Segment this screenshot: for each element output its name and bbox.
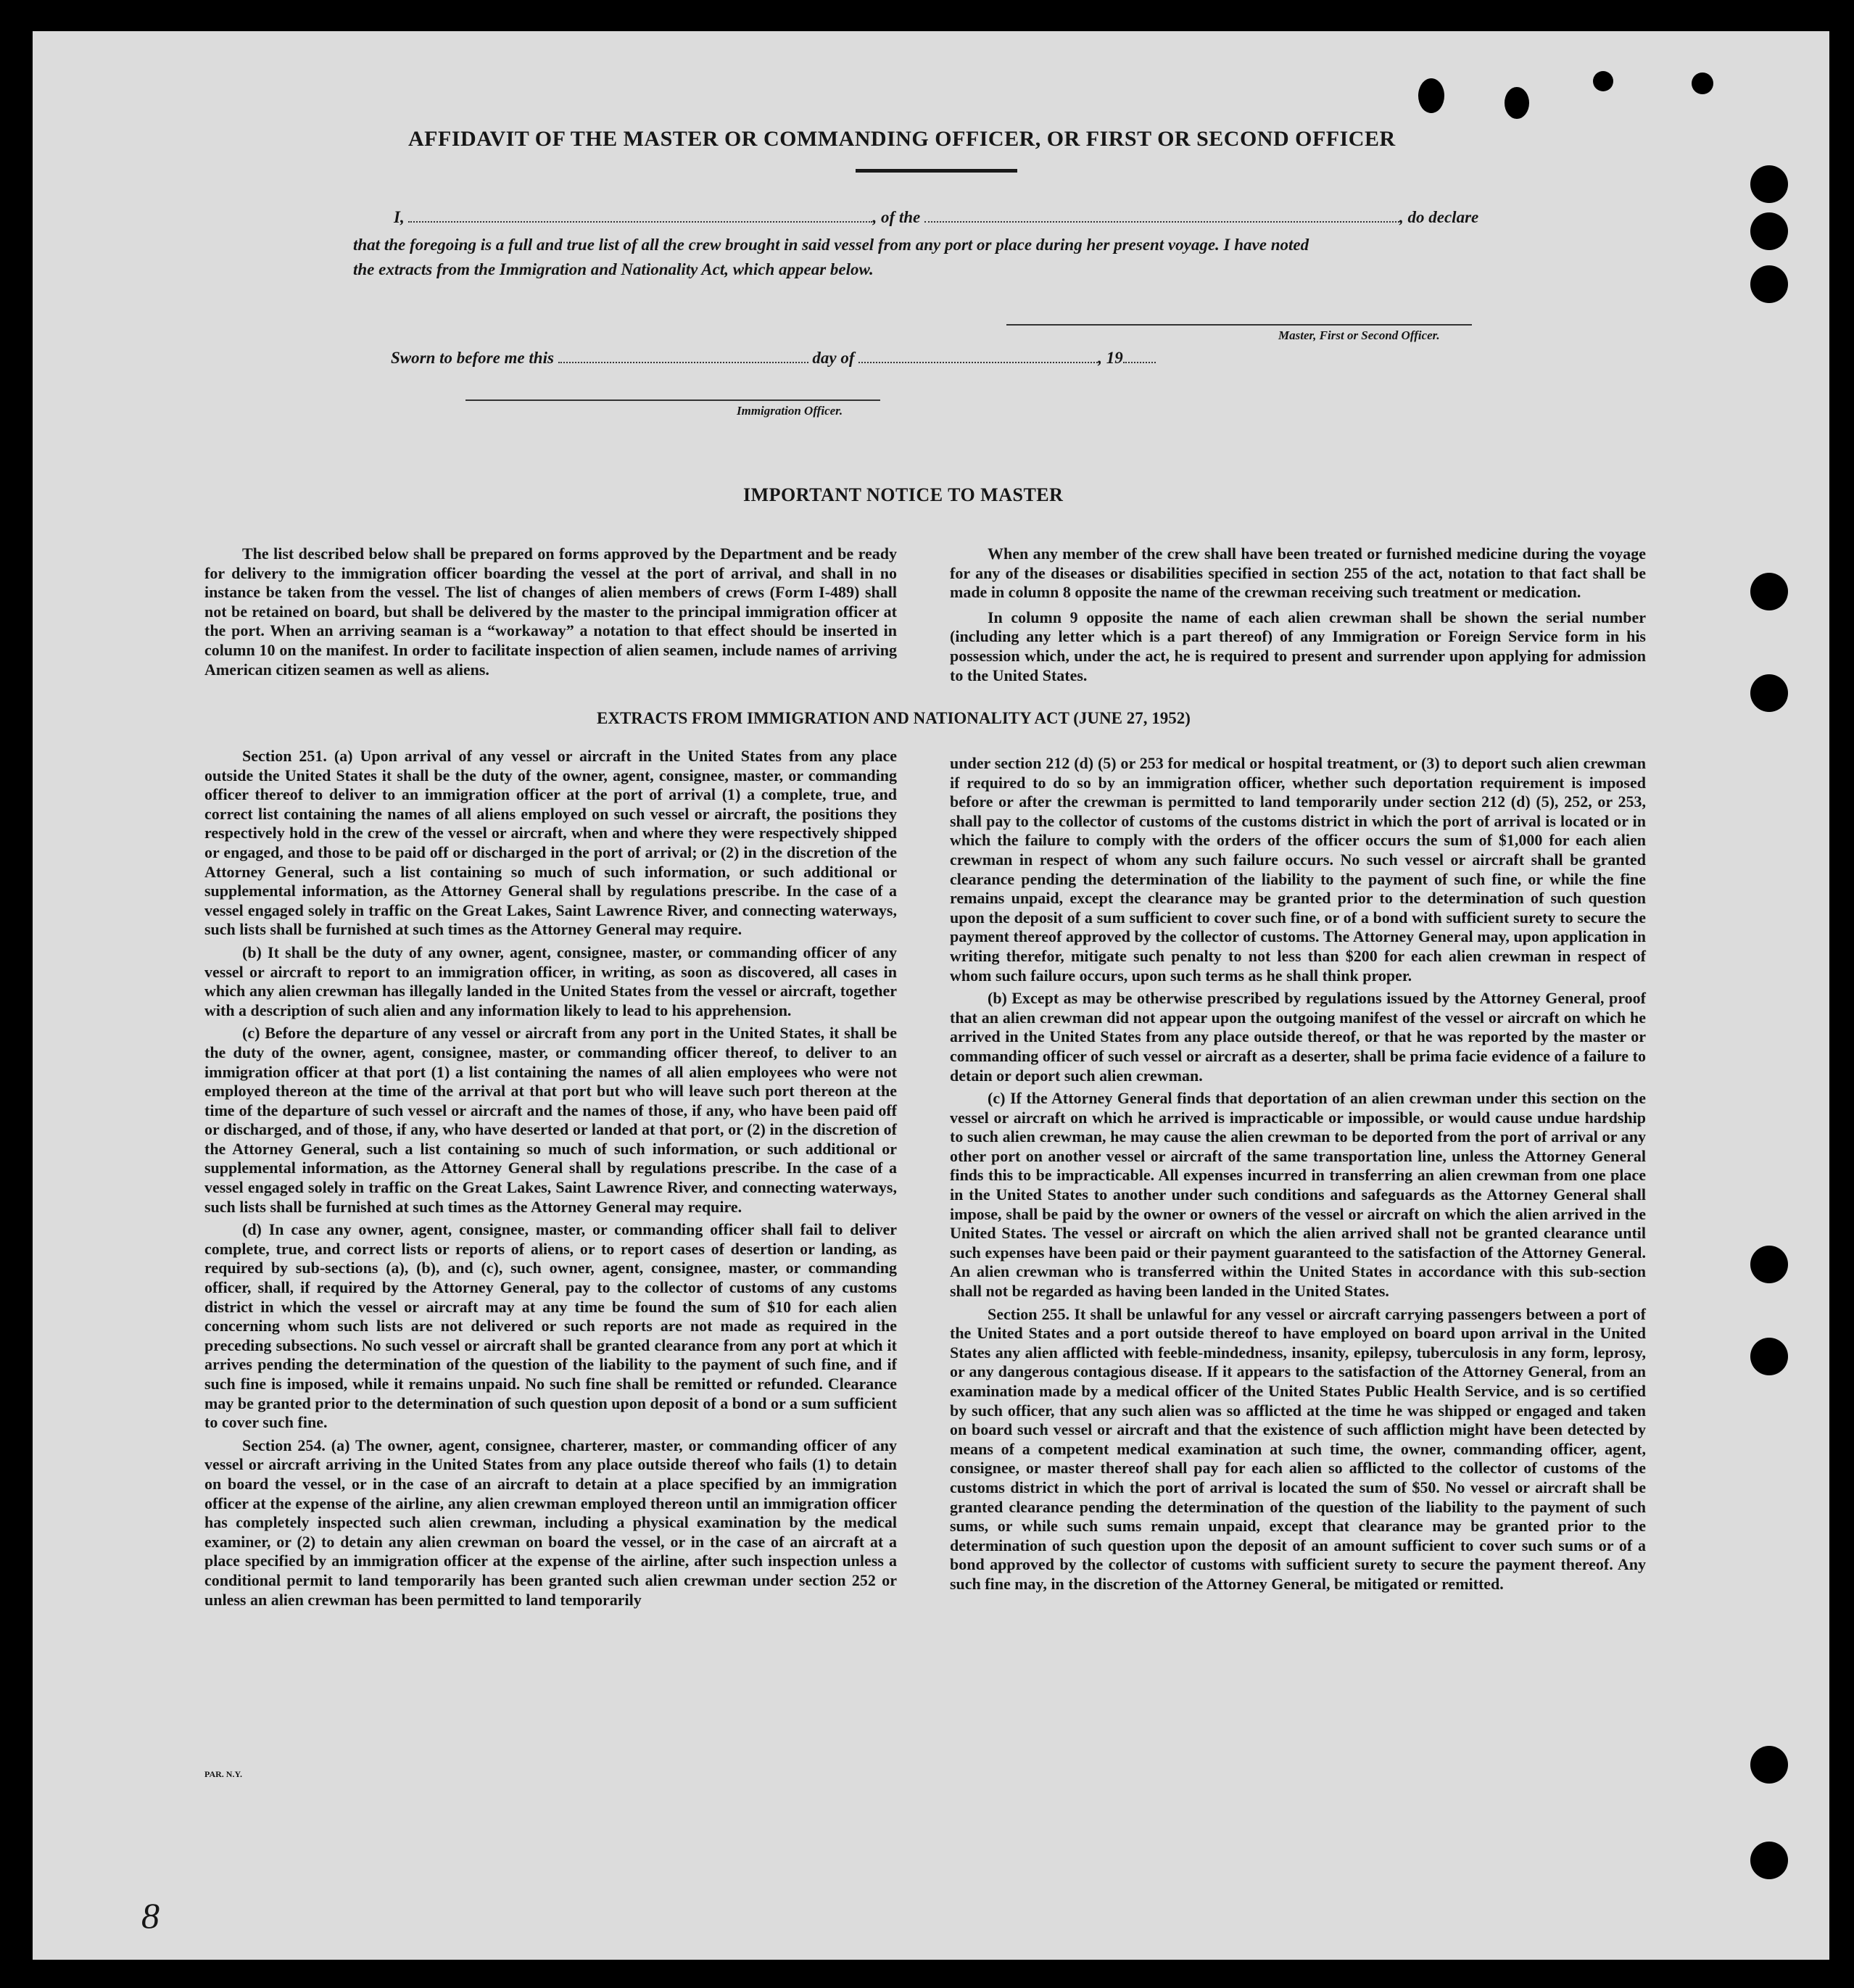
notice-paragraph: When any member of the crew shall have been treated or furnished medicine during the voyage for any of the diseases or disabilities specified in section 255 of the act, notation to that fact shall be made in column 8 opposite the name of the crewman receiving such treatment or medication.	[950, 544, 1646, 602]
sworn-month-field	[858, 349, 1098, 363]
vessel-name-field	[924, 208, 1399, 223]
notice-paragraph: The list described below shall be prepared on forms approved by the Department and be ready for delivery to the immigration officer boarding the vessel at the port of arrival, and shall in no instance be taken from the vessel. The list of changes of alien members of crews (Form I-489) shall not be retained on board, but shall be delivered by the master to the principal immigration officer at the port. When an arriving seaman is a “workaway” a notation to that effect should be inserted in column 10 on the manifest. In order to facilitate inspection of alien seamen, include names of arriving American citizen seamen as well as aliens.	[204, 544, 897, 679]
section-251-c: (c) Before the departure of any vessel or aircraft from any port in the United States, it shall be the duty of the owner, agent, consignee, master, or commanding officer thereof, to deliver to an immigration officer at that port (1) a list containing the names of all alien employees who were not employed thereon at the time of the arrival at that port but who will leave such port thereon at the time of the departure of such vessel or aircraft and the names of those, if any, who have been paid off or discharged, and of those, if any, who have deserted or landed at that port, or (2) in the discretion of the Attorney General, such a list containing so much of such information, or such additional or supplemental information, as the Attorney General shall by regulations prescribe. In the case of a vessel engaged solely in traffic on the Great Lakes, Saint Lawrence River, and connecting waterways, such lists shall be furnished at such times as the Attorney General may require.	[204, 1024, 897, 1216]
section-255: Section 255. It shall be unlawful for any vessel or aircraft carrying passengers between a port of the United States and a port outside thereof to have employed on board upon arrival in the United States any alien afflicted with feeble-mindedness, insanity, epilepsy, tuberculosis in any form, leprosy, or any dangerous contagious disease. If it appears to the satisfaction of the Attorney General, from an examination made by a medical officer of the United States Public Health Service, and is so certified by such officer, that any such alien was so afflicted at the time he was shipped or engaged and taken on board such vessel or aircraft and that the existence of such affliction might have been detected by means of a competent medical examination at such time, the owner, commanding officer, agent, consignee, or master thereof shall pay for each alien so afflicted to the collector of customs of the customs district in which the port of arrival is located the sum of $50. No vessel or aircraft shall be granted clearance pending the determination of the question of the liability to the payment of such sums, or while such sums remain unpaid, except that clearance may be granted prior to the determination of such question upon the deposit of an amount sufficient to cover such sums or of a bond approved by the collector of customs with sufficient surety to secure the payment thereof. Any such fine may, in the discretion of the Attorney General, be mitigated or remitted.	[950, 1304, 1646, 1593]
year-label: , 19	[1098, 349, 1123, 367]
statement-line-1: that the foregoing is a full and true list of all the crew brought in said vessel from any port or place during her present voyage. I have noted	[353, 236, 1309, 254]
notice-paragraph: In column 9 opposite the name of each alien crewman shall be shown the serial number (including any letter which is a part thereof) of any Immigration or Foreign Service form in his possession which, under the act, he is required to present and surrender upon applying for admission to the United States.	[950, 608, 1646, 684]
section-251-a: Section 251. (a) Upon arrival of any vessel or aircraft in the United States from any place outside the United States it shall be the duty of the owner, agent, consignee, master, or commanding officer thereof to deliver to an immigration officer at the port of arrival (1) a complete, true, and correct list containing the names of all aliens employed on such vessel or aircraft, the positions they respectively hold in the crew of the vessel or aircraft, when and where they were respectively shipped or engaged, and those to be paid off or discharged in the port of arrival; or (2) in the discretion of the Attorney General, such a list containing so much of such information, or such additional or supplemental information, as the Attorney General shall by regulations prescribe. In the case of a vessel engaged solely in traffic on the Great Lakes, Saint Lawrence River, and connecting waterways, such lists shall be furnished at such times as the Attorney General may require.	[204, 747, 897, 939]
declarant-name-field	[408, 208, 872, 223]
officer-caption: Immigration Officer.	[737, 404, 843, 418]
of-the-label: , of the	[872, 208, 921, 226]
sworn-year-field	[1123, 349, 1156, 363]
binder-hole	[1750, 1842, 1788, 1879]
extracts-left-column	[204, 747, 897, 1610]
section-254-c: (c) If the Attorney General finds that deportation of an alien crewman under this section on the vessel or aircraft on which he arrived is impracticable or impossible, or would cause undue hardship to such alien crewman, he may cause the alien crewman to be deported from the port of arrival or any other port on another vessel or aircraft of the same transportation line, unless the Attorney General finds this to be impracticable. All expenses incurred in transferring an alien crewman from one place in the United States to another under such conditions and safeguards as the Attorney General shall impose, shall be paid by the owner or owners of the vessel or aircraft on which the alien arrived in the United States. The vessel or aircraft on which the alien arrived shall not be granted clearance until such expenses have been paid or their payment guaranteed to the satisfaction of the Attorney General. An alien crewman who is transferred within the United States in accordance with this sub-section shall not be regarded as having been landed in the United States.	[950, 1089, 1646, 1301]
extracts-title: EXTRACTS FROM IMMIGRATION AND NATIONALITY ACT (JUNE 27, 1952)	[597, 709, 1191, 727]
section-254-b: (b) Except as may be otherwise prescribed by regulations issued by the Attorney General, proof that an alien crewman did not appear upon the outgoing manifest of the vessel or aircraft on which he arrived in the United States from any place outside thereof, or that he was reported by the master or commanding officer of such vessel or aircraft as a deserter, shall be prima facie evidence of a failure to detain or deport such alien crewman.	[950, 989, 1646, 1085]
sworn-day-field	[558, 349, 808, 363]
officer-signature-line	[465, 399, 880, 401]
punch-mark	[1593, 71, 1613, 91]
declarant-prefix: I,	[394, 208, 405, 226]
punch-mark	[1505, 87, 1529, 119]
statement-line-2: the extracts from the Immigration and Nationality Act, which appear below.	[353, 260, 874, 278]
binder-hole	[1750, 674, 1788, 712]
document-page	[33, 31, 1829, 1960]
master-signature-line	[1006, 324, 1472, 326]
printer-mark: PAR. N.Y.	[204, 1769, 243, 1779]
binder-hole	[1750, 165, 1788, 203]
notice-left-column	[204, 544, 897, 679]
section-251-d: (d) In case any owner, agent, consignee, master, or commanding officer shall fail to deliver complete, true, and correct lists or reports of aliens, or to report cases of desertion or landing, as required by sub-sections (a), (b), and (c), such owner, agent, consignee, master, or commanding officer, shall, if required by the Attorney General, pay to the collector of customs of any customs district in which the vessel or aircraft may at any time be found the sum of $10 for each alien concerning whom such lists are not delivered or such reports are not made as required in the preceding subsections. No such vessel or aircraft shall be granted clearance from any port at which it arrives pending the determination of the question of the liability to the payment of such fine, and if such fine is imposed, while it remains unpaid. No such fine shall be remitted or refunded. Clearance may be granted prior to the determination of such question upon deposit of a bond or a sum sufficient to cover such fine.	[204, 1220, 897, 1432]
binder-hole	[1750, 1246, 1788, 1283]
binder-hole	[1750, 1338, 1788, 1375]
binder-hole	[1750, 212, 1788, 250]
section-254-a: Section 254. (a) The owner, agent, consignee, charterer, master, or commanding officer of any vessel or aircraft arriving in the United States from any place outside thereof who fails (1) to detain on board the vessel, or in the case of an aircraft to detain at a place specified by an immigration officer at the expense of the airline, any alien crewman employed thereon until an immigration officer has completely inspected such alien crewman, including a physical examination by the medical examiner, or (2) to detain any alien crewman on board the vessel, or in the case of an aircraft at a place specified by an immigration officer at the expense of the airline, after such inspection unless a conditional permit to land temporarily has been granted such alien crewman under section 252 or unless an alien crewman has been permitted to land temporarily	[204, 1436, 897, 1609]
punch-mark	[1692, 73, 1713, 94]
punch-mark	[1418, 78, 1444, 113]
do-declare-label: , do declare	[1399, 208, 1479, 226]
day-of-label: day of	[812, 349, 855, 367]
binder-hole	[1750, 265, 1788, 303]
notice-right-column	[950, 544, 1646, 685]
declaration-line	[394, 208, 1478, 227]
notice-title: IMPORTANT NOTICE TO MASTER	[743, 484, 1064, 505]
title-rule	[856, 169, 1017, 173]
handwritten-mark: 8	[141, 1895, 160, 1936]
extracts-right-column	[950, 754, 1646, 1594]
affidavit-title: AFFIDAVIT OF THE MASTER OR COMMANDING OFFICER, OR FIRST OR SECOND OFFICER	[408, 127, 1396, 151]
section-254-a-continued: under section 212 (d) (5) or 253 for medical or hospital treatment, or (3) to deport such alien crewman if required to do so by an immigration officer, whether such deportation requirement is imposed before or after the crewman is permitted to land temporarily under section 212 (d) (5), 252, or 253, shall pay to the collector of customs of the customs district in which the port of arrival is located or in which the failure to comply with the orders of the officer occurs the sum of $1,000 for each alien crewman in respect of whom any such failure occurs. No such vessel or aircraft shall be granted clearance pending the determination of the liability to the payment of such fine, or while the fine remains unpaid, except the clearance may be granted prior to the determination of such question upon the deposit of a sum sufficient to cover such fine, or of a bond with sufficient surety to secure the payment thereof approved by the collector of customs. The Attorney General may, upon application in writing therefor, mitigate such penalty to not less than $200 for each alien crewman in respect of whom such failure occurs, upon such terms as he shall think proper.	[950, 754, 1646, 985]
binder-hole	[1750, 573, 1788, 610]
binder-hole	[1750, 1746, 1788, 1784]
sworn-label: Sworn to before me this	[391, 349, 554, 367]
master-caption: Master, First or Second Officer.	[1278, 328, 1440, 342]
section-251-b: (b) It shall be the duty of any owner, agent, consignee, master, or commanding officer of any vessel or aircraft to report to an immigration officer, in writing, as soon as discovered, all cases in which any alien crewman has illegally landed in the United States from the vessel or aircraft, together with a description of such alien and any information likely to lead to his apprehension.	[204, 943, 897, 1019]
sworn-line	[391, 349, 1156, 368]
